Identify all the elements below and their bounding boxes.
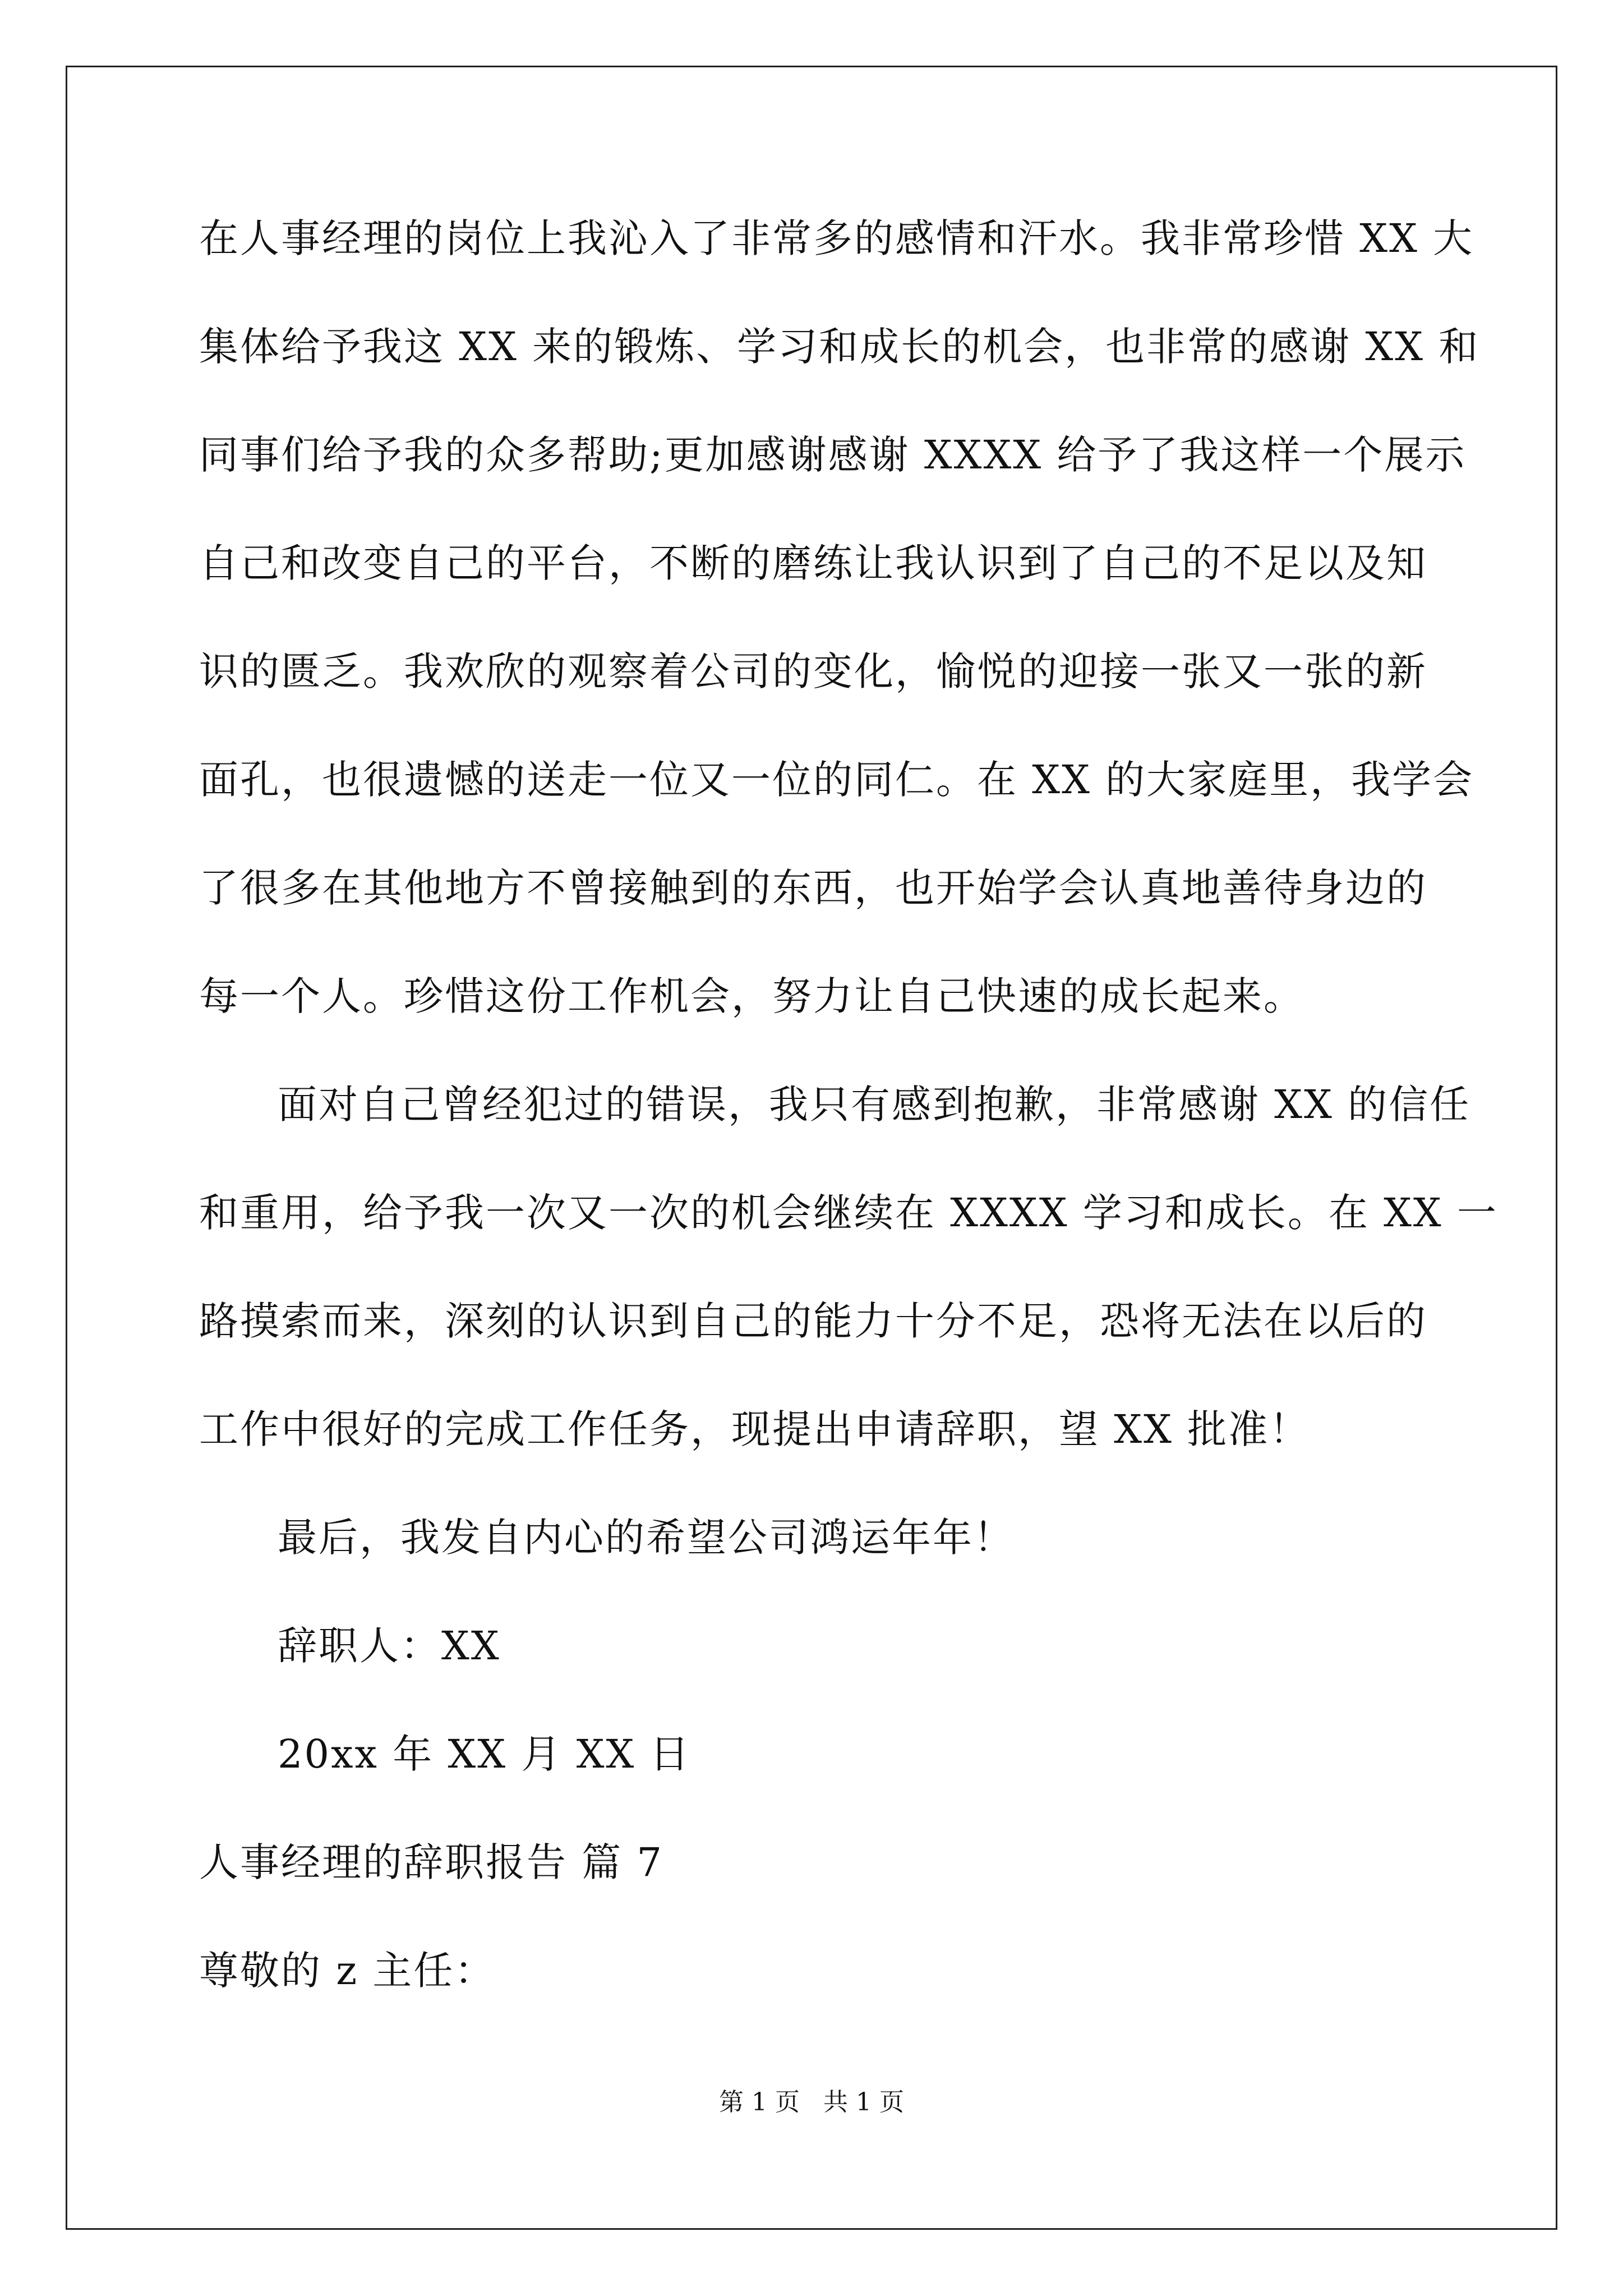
page-footer: 第 1 页 共 1 页 <box>719 2088 904 2116</box>
body-line: 每一个人。珍惜这份工作机会，努力让自己快速的成长起来。 <box>199 973 1304 1019</box>
body-line: 面孔，也很遗憾的送走一位又一位的同仁。在 XX 的大家庭里，我学会 <box>199 757 1474 803</box>
body-line: 和重用，给予我一次又一次的机会继续在 XXXX 学习和成长。在 XX 一 <box>199 1190 1498 1236</box>
body-line: 路摸索而来，深刻的认识到自己的能力十分不足，恐将无法在以后的 <box>199 1298 1427 1344</box>
body-line: 在人事经理的岗位上我沁入了非常多的感情和汗水。我非常珍惜 XX 大 <box>199 215 1474 261</box>
body-line: 工作中很好的完成工作任务，现提出申请辞职，望 XX 批准！ <box>199 1406 1311 1452</box>
section-title: 人事经理的辞职报告 篇 7 <box>199 1839 664 1885</box>
signature: 辞职人：XX <box>278 1623 501 1669</box>
body-line: 同事们给予我的众多帮助;更加感谢感谢 XXXX 给予了我这样一个展示 <box>199 432 1467 478</box>
body-line: 面对自己曾经犯过的错误，我只有感到抱歉，非常感谢 XX 的信任 <box>278 1082 1471 1128</box>
body-line: 集体给予我这 XX 来的锻炼、学习和成长的机会，也非常的感谢 XX 和 <box>199 324 1480 370</box>
body-line: 识的匮乏。我欢欣的观察着公司的变化，愉悦的迎接一张又一张的新 <box>199 648 1427 694</box>
page-border <box>66 66 1557 2230</box>
date: 20xx 年 XX 月 XX 日 <box>278 1731 691 1777</box>
salutation: 尊敬的 z 主任： <box>199 1948 496 1994</box>
body-line: 了很多在其他地方不曾接触到的东西，也开始学会认真地善待身边的 <box>199 865 1427 911</box>
closing-line: 最后，我发自内心的希望公司鸿运年年！ <box>278 1515 1015 1561</box>
body-line: 自己和改变自己的平台，不断的磨练让我认识到了自己的不足以及知 <box>199 540 1427 586</box>
